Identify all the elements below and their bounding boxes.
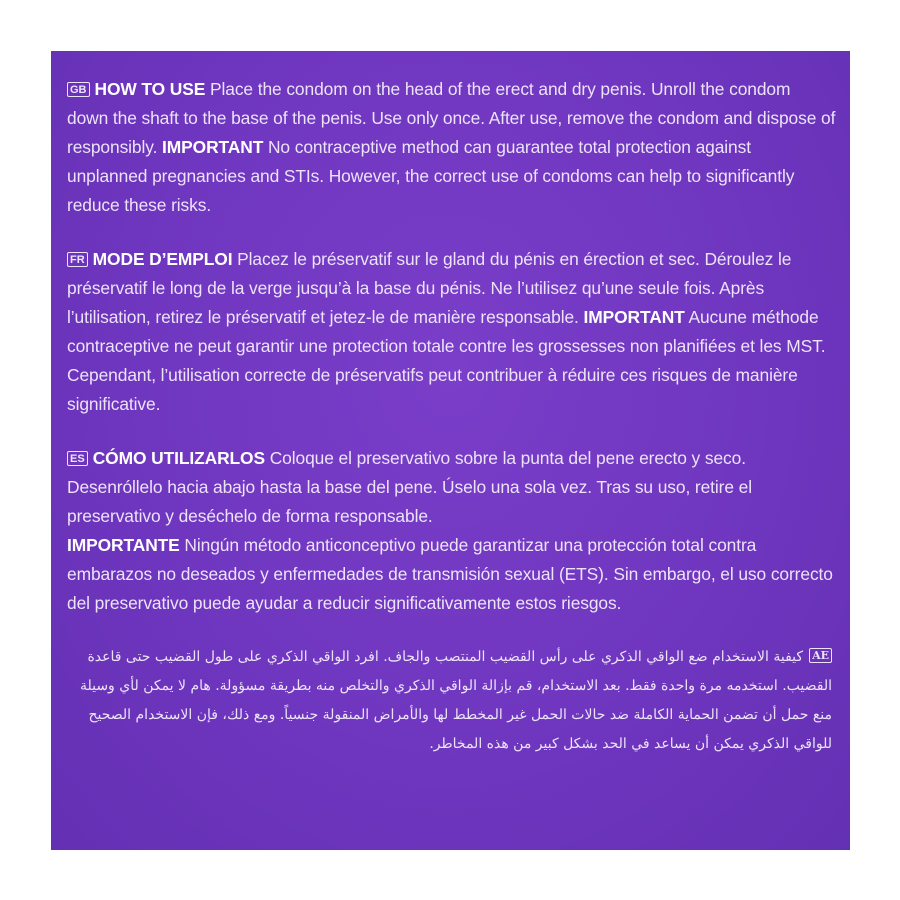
section-heading: CÓMO UTILIZARLOS [92,448,265,468]
language-code-badge: FR [67,252,88,267]
section-spanish [67,444,836,618]
section-text: كيفية الاستخدام ضع الواقي الذكري على رأس القضيب المنتصب والجاف. افرد الواقي الذكري على طول القضيب حتى قاعدة القضيب. استخدمه مرة واحدة فقط. بعد الاستخدام، قم بإزالة الواقي الذكري والتخلص منه بطريقة مسؤولة. هام لا يمكن لأي وسيلة منع حمل أن تضمن الحماية الكاملة ضد حالات الحمل غير المخطط لها والأمراض المنقولة جنسياً. ومع ذلك، فإن الاستخدام الصحيح للواقي الذكري يمكن أن يساعد في الحد بشكل كبير من هذه المخاطر. [79,649,832,752]
important-label: IMPORTANT [583,307,685,327]
section-text: Aucune méthode contraceptive ne peut garantir une protection totale contre les grossesses non planifiées et les MST. Cependant, l’utilisation correcte de préservatifs peut contribuer à réduire ces risques de manière significative. [67,307,826,414]
section-english [67,75,836,220]
section-heading: MODE D’EMPLOI [92,249,233,269]
section-heading: HOW TO USE [94,79,206,99]
instructions-panel [51,51,850,850]
section-text: Ningún método anticonceptivo puede garantizar una protección total contra embarazos no deseados y enfermedades de transmisión sexual (ETS). Sin embargo, el uso correcto del preservativo puede ayudar a reducir significativamente estos riesgos. [67,535,833,613]
section-text: Coloque el preservativo sobre la punta del pene erecto y seco. Desenróllelo hacia abajo hasta la base del pene. Úselo una sola vez. Tras su uso, retire el preservativo y deséchelo de forma responsable. [67,448,753,526]
important-label: IMPORTANT [162,137,264,157]
language-code-badge: AE [809,648,832,663]
section-arabic [67,643,836,759]
language-code-badge: ES [67,451,88,466]
section-text: Place the condom on the head of the erect and dry penis. Unroll the condom down the shaft to the base of the penis. Use only once. After use, remove the condom and dispose of responsibly. [67,79,836,157]
section-text: No contraceptive method can guarantee total protection against unplanned pregnancies and STIs. However, the correct use of condoms can help to significantly reduce these risks. [67,137,795,215]
important-label: IMPORTANTE [67,535,180,555]
section-text: Placez le préservatif sur le gland du pénis en érection et sec. Déroulez le préservatif le long de la verge jusqu’à la base du pénis. Ne l’utilisez qu’une seule fois. Après l’utilisation, retirez le préservatif et jetez-le de manière responsable. [67,249,792,327]
section-french [67,245,836,419]
language-code-badge: GB [67,82,90,97]
